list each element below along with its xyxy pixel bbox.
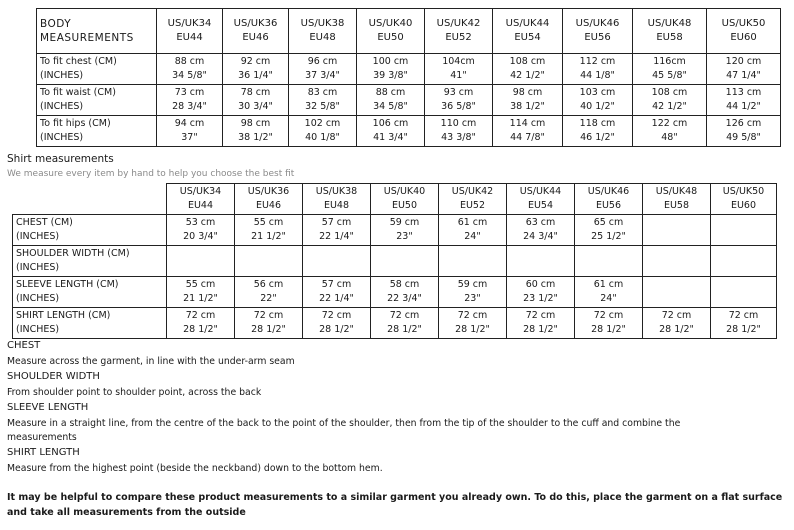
size-header bbox=[493, 9, 563, 54]
value-cm: 114 cm bbox=[509, 118, 546, 129]
row-label-cm: To fit chest (CM) bbox=[40, 56, 117, 67]
row-label bbox=[13, 277, 167, 308]
measurement-cell bbox=[643, 215, 711, 246]
value-inches: 41" bbox=[450, 70, 467, 81]
size-us: US/UK40 bbox=[368, 18, 413, 29]
shirt-table-header-row bbox=[13, 184, 777, 215]
measurement-cell bbox=[357, 85, 425, 116]
value-cm: 72 cm bbox=[253, 310, 284, 321]
note-text-sleeve-length: Measure in a straight line, from the centre of the back to the point of the shoulder, then from the tip of the shoulder to the cuff and combine the measurements bbox=[7, 418, 681, 443]
value-cm: 72 cm bbox=[661, 310, 692, 321]
shirt-section-title: Shirt measurements bbox=[7, 153, 114, 165]
value-cm: 92 cm bbox=[240, 56, 271, 67]
measurement-cell bbox=[425, 116, 493, 147]
size-header bbox=[563, 9, 633, 54]
value-inches: 28 1/2" bbox=[387, 324, 422, 335]
value-inches: 28 3/4" bbox=[172, 101, 207, 112]
value-inches: 28 1/2" bbox=[455, 324, 490, 335]
measurement-cell bbox=[371, 215, 439, 246]
measurement-cell bbox=[371, 277, 439, 308]
value-cm: 100 cm bbox=[372, 56, 409, 67]
measurement-cell bbox=[575, 246, 643, 277]
measurement-cell bbox=[507, 277, 575, 308]
size-eu: EU54 bbox=[514, 32, 541, 43]
value-inches: 22 1/4" bbox=[319, 293, 354, 304]
measurement-cell bbox=[563, 54, 633, 85]
shirt-table-header-blank bbox=[13, 184, 167, 215]
body-row-hips bbox=[37, 116, 781, 147]
value-cm: 102 cm bbox=[304, 118, 341, 129]
value-cm: 108 cm bbox=[509, 56, 546, 67]
value-inches: 38 1/2" bbox=[510, 101, 545, 112]
value-inches: 37" bbox=[181, 132, 198, 143]
measurement-cell bbox=[357, 54, 425, 85]
size-eu: EU56 bbox=[595, 200, 622, 211]
size-us: US/UK38 bbox=[315, 186, 358, 197]
measurement-cell bbox=[167, 246, 235, 277]
value-inches: 46 1/2" bbox=[580, 132, 615, 143]
size-us: US/UK50 bbox=[721, 18, 766, 29]
value-inches: 25 1/2" bbox=[591, 231, 626, 242]
size-header bbox=[371, 184, 439, 215]
measurement-cell bbox=[493, 116, 563, 147]
size-us: US/UK46 bbox=[575, 18, 620, 29]
size-eu: EU56 bbox=[584, 32, 611, 43]
measurement-cell bbox=[223, 54, 289, 85]
value-inches: 42 1/2" bbox=[510, 70, 545, 81]
value-inches: 49 5/8" bbox=[726, 132, 761, 143]
value-cm: 72 cm bbox=[525, 310, 556, 321]
size-header bbox=[357, 9, 425, 54]
size-us: US/UK48 bbox=[647, 18, 692, 29]
value-inches: 48" bbox=[661, 132, 678, 143]
row-label-inches: (INCHES) bbox=[16, 293, 60, 304]
size-eu: EU60 bbox=[730, 32, 757, 43]
size-header bbox=[235, 184, 303, 215]
measurement-cell bbox=[575, 308, 643, 339]
value-inches: 43 3/8" bbox=[441, 132, 476, 143]
footer-note: It may be helpful to compare these product measurements to a similar garment you already own. To do this, place the garment on a flat surface and take all measurements from the outside bbox=[7, 492, 783, 518]
size-eu: EU46 bbox=[242, 32, 269, 43]
value-cm: 55 cm bbox=[185, 279, 216, 290]
value-cm: 120 cm bbox=[725, 56, 762, 67]
measurement-cell bbox=[425, 54, 493, 85]
size-eu: EU44 bbox=[176, 32, 203, 43]
shirt-row-shirt-length bbox=[13, 308, 777, 339]
value-cm: 73 cm bbox=[174, 87, 205, 98]
value-cm: 98 cm bbox=[512, 87, 543, 98]
value-cm: 72 cm bbox=[728, 310, 759, 321]
size-header bbox=[643, 184, 711, 215]
value-cm: 106 cm bbox=[372, 118, 409, 129]
measurement-cell bbox=[507, 215, 575, 246]
value-inches: 30 3/4" bbox=[238, 101, 273, 112]
value-cm: 122 cm bbox=[651, 118, 688, 129]
measurement-cell bbox=[235, 308, 303, 339]
size-header bbox=[439, 184, 507, 215]
size-us: US/UK46 bbox=[587, 186, 630, 197]
header-line: MEASUREMENTS bbox=[40, 32, 134, 44]
measurement-cell bbox=[157, 116, 223, 147]
value-cm: 59 cm bbox=[457, 279, 488, 290]
measurement-cell bbox=[157, 54, 223, 85]
measurement-cell bbox=[289, 54, 357, 85]
value-cm: 65 cm bbox=[593, 217, 624, 228]
size-us: US/UK36 bbox=[247, 186, 290, 197]
value-inches: 47 1/4" bbox=[726, 70, 761, 81]
value-inches: 42 1/2" bbox=[652, 101, 687, 112]
value-cm: 83 cm bbox=[307, 87, 338, 98]
value-inches: 28 1/2" bbox=[591, 324, 626, 335]
size-header bbox=[223, 9, 289, 54]
value-cm: 93 cm bbox=[443, 87, 474, 98]
value-inches: 28 1/2" bbox=[319, 324, 354, 335]
measurement-cell bbox=[507, 246, 575, 277]
size-us: US/UK44 bbox=[519, 186, 562, 197]
value-inches: 23" bbox=[396, 231, 413, 242]
body-measurements-table bbox=[36, 8, 781, 147]
value-cm: 88 cm bbox=[174, 56, 205, 67]
size-us: US/UK34 bbox=[179, 186, 222, 197]
value-cm: 78 cm bbox=[240, 87, 271, 98]
measurement-cell bbox=[493, 54, 563, 85]
shirt-row-sleeve-length bbox=[13, 277, 777, 308]
measurement-cell bbox=[563, 85, 633, 116]
measurement-cell bbox=[167, 308, 235, 339]
row-label bbox=[13, 308, 167, 339]
size-header bbox=[707, 9, 781, 54]
value-inches: 23" bbox=[464, 293, 481, 304]
size-eu: EU44 bbox=[187, 200, 214, 211]
size-header bbox=[303, 184, 371, 215]
value-inches: 44 7/8" bbox=[510, 132, 545, 143]
size-us: US/UK36 bbox=[233, 18, 278, 29]
value-cm: 118 cm bbox=[579, 118, 616, 129]
value-cm: 108 cm bbox=[651, 87, 688, 98]
size-eu: EU60 bbox=[730, 200, 757, 211]
size-eu: EU52 bbox=[459, 200, 486, 211]
note-heading-shoulder-width: SHOULDER WIDTH bbox=[7, 371, 100, 382]
row-label-cm: SHIRT LENGTH (CM) bbox=[16, 310, 111, 321]
value-cm: 63 cm bbox=[525, 217, 556, 228]
value-cm: 59 cm bbox=[389, 217, 420, 228]
measurement-cell bbox=[235, 246, 303, 277]
row-label-inches: (INCHES) bbox=[16, 324, 60, 335]
row-label-inches: (INCHES) bbox=[16, 231, 60, 242]
value-inches: 37 3/4" bbox=[305, 70, 340, 81]
size-header bbox=[157, 9, 223, 54]
value-inches: 41 3/4" bbox=[373, 132, 408, 143]
value-inches: 28 1/2" bbox=[659, 324, 694, 335]
size-eu: EU50 bbox=[391, 200, 418, 211]
measurement-cell bbox=[643, 308, 711, 339]
row-label bbox=[37, 54, 157, 85]
size-us: US/UK44 bbox=[505, 18, 550, 29]
measurement-cell bbox=[707, 116, 781, 147]
size-us: US/UK50 bbox=[722, 186, 765, 197]
value-inches: 34 5/8" bbox=[172, 70, 207, 81]
size-eu: EU48 bbox=[309, 32, 336, 43]
value-cm: 53 cm bbox=[185, 217, 216, 228]
value-inches: 32 5/8" bbox=[305, 101, 340, 112]
value-cm: 110 cm bbox=[440, 118, 477, 129]
value-inches: 28 1/2" bbox=[183, 324, 218, 335]
measurement-cell bbox=[707, 54, 781, 85]
value-cm: 72 cm bbox=[389, 310, 420, 321]
size-header bbox=[575, 184, 643, 215]
value-inches: 36 5/8" bbox=[441, 101, 476, 112]
value-cm: 94 cm bbox=[174, 118, 205, 129]
measurement-cell bbox=[371, 308, 439, 339]
size-us: US/UK42 bbox=[451, 186, 494, 197]
size-header bbox=[633, 9, 707, 54]
measurement-cell bbox=[167, 277, 235, 308]
value-cm: 88 cm bbox=[375, 87, 406, 98]
value-cm: 103 cm bbox=[579, 87, 616, 98]
value-inches: 44 1/2" bbox=[726, 101, 761, 112]
value-inches: 40 1/8" bbox=[305, 132, 340, 143]
measurement-cell bbox=[439, 277, 507, 308]
value-cm: 116cm bbox=[653, 56, 686, 67]
row-label-cm: SHOULDER WIDTH (CM) bbox=[16, 248, 130, 259]
measurement-cell bbox=[157, 85, 223, 116]
value-cm: 57 cm bbox=[321, 217, 352, 228]
measurement-cell bbox=[643, 246, 711, 277]
size-eu: EU58 bbox=[656, 32, 683, 43]
shirt-row-chest bbox=[13, 215, 777, 246]
value-inches: 21 1/2" bbox=[183, 293, 218, 304]
body-table-header-row bbox=[37, 9, 781, 54]
value-inches: 34 5/8" bbox=[373, 101, 408, 112]
measurement-cell bbox=[303, 215, 371, 246]
measurement-cell bbox=[711, 277, 777, 308]
size-header bbox=[507, 184, 575, 215]
size-eu: EU54 bbox=[527, 200, 554, 211]
measurement-cell bbox=[223, 116, 289, 147]
size-us: US/UK38 bbox=[300, 18, 345, 29]
measurement-cell bbox=[439, 215, 507, 246]
body-row-chest bbox=[37, 54, 781, 85]
measurement-cell bbox=[711, 215, 777, 246]
measurement-cell bbox=[167, 215, 235, 246]
value-cm: 104cm bbox=[442, 56, 475, 67]
row-label-inches: (INCHES) bbox=[40, 101, 84, 112]
size-eu: EU46 bbox=[255, 200, 282, 211]
measurement-cell bbox=[439, 246, 507, 277]
measurement-cell bbox=[575, 215, 643, 246]
size-us: US/UK40 bbox=[383, 186, 426, 197]
body-row-waist bbox=[37, 85, 781, 116]
measurement-cell bbox=[707, 85, 781, 116]
value-cm: 61 cm bbox=[457, 217, 488, 228]
note-text-chest: Measure across the garment, in line with the under-arm seam bbox=[7, 356, 295, 367]
measurement-cell bbox=[235, 215, 303, 246]
value-inches: 24" bbox=[600, 293, 617, 304]
row-label bbox=[13, 246, 167, 277]
row-label-cm: To fit hips (CM) bbox=[40, 118, 111, 129]
shirt-measurements-table bbox=[12, 183, 777, 339]
value-inches: 22 1/4" bbox=[319, 231, 354, 242]
size-eu: EU52 bbox=[445, 32, 472, 43]
value-inches: 23 1/2" bbox=[523, 293, 558, 304]
value-cm: 61 cm bbox=[593, 279, 624, 290]
measurement-cell bbox=[303, 308, 371, 339]
note-heading-shirt-length: SHIRT LENGTH bbox=[7, 447, 80, 458]
measurement-cell bbox=[303, 277, 371, 308]
measurement-cell bbox=[575, 277, 643, 308]
value-cm: 72 cm bbox=[457, 310, 488, 321]
note-text-shirt-length: Measure from the highest point (beside the neckband) down to the bottom hem. bbox=[7, 463, 383, 474]
size-header bbox=[167, 184, 235, 215]
value-inches: 39 3/8" bbox=[373, 70, 408, 81]
value-cm: 72 cm bbox=[321, 310, 352, 321]
note-heading-sleeve-length: SLEEVE LENGTH bbox=[7, 402, 89, 413]
measurement-cell bbox=[633, 54, 707, 85]
value-inches: 24 3/4" bbox=[523, 231, 558, 242]
value-inches: 24" bbox=[464, 231, 481, 242]
size-us: US/UK48 bbox=[655, 186, 698, 197]
size-us: US/UK42 bbox=[436, 18, 481, 29]
measurement-cell bbox=[371, 246, 439, 277]
value-cm: 126 cm bbox=[725, 118, 762, 129]
measurement-cell bbox=[289, 116, 357, 147]
value-inches: 36 1/4" bbox=[238, 70, 273, 81]
value-inches: 20 3/4" bbox=[183, 231, 218, 242]
value-inches: 21 1/2" bbox=[251, 231, 286, 242]
measurement-cell bbox=[633, 85, 707, 116]
measurement-cell bbox=[425, 85, 493, 116]
measurement-cell bbox=[357, 116, 425, 147]
row-label bbox=[13, 215, 167, 246]
row-label-cm: CHEST (CM) bbox=[16, 217, 73, 228]
value-inches: 22 3/4" bbox=[387, 293, 422, 304]
size-eu: EU48 bbox=[323, 200, 350, 211]
value-inches: 44 1/8" bbox=[580, 70, 615, 81]
measurement-cell bbox=[643, 277, 711, 308]
measurement-cell bbox=[507, 308, 575, 339]
measurement-cell bbox=[235, 277, 303, 308]
size-us: US/UK34 bbox=[167, 18, 212, 29]
row-label-inches: (INCHES) bbox=[40, 70, 84, 81]
header-line: BODY bbox=[40, 18, 72, 30]
value-inches: 28 1/2" bbox=[251, 324, 286, 335]
value-cm: 58 cm bbox=[389, 279, 420, 290]
value-cm: 57 cm bbox=[321, 279, 352, 290]
measurement-cell bbox=[711, 308, 777, 339]
row-label-inches: (INCHES) bbox=[40, 132, 84, 143]
measurement-cell bbox=[289, 85, 357, 116]
note-text-shoulder-width: From shoulder point to shoulder point, across the back bbox=[7, 387, 262, 398]
value-cm: 98 cm bbox=[240, 118, 271, 129]
measurement-cell bbox=[303, 246, 371, 277]
value-cm: 72 cm bbox=[593, 310, 624, 321]
row-label-cm: To fit waist (CM) bbox=[40, 87, 116, 98]
size-eu: EU50 bbox=[377, 32, 404, 43]
row-label-cm: SLEEVE LENGTH (CM) bbox=[16, 279, 119, 290]
size-header bbox=[425, 9, 493, 54]
row-label bbox=[37, 85, 157, 116]
body-table-header-label bbox=[37, 9, 157, 54]
measurement-cell bbox=[633, 116, 707, 147]
note-heading-chest: CHEST bbox=[7, 340, 41, 351]
value-cm: 56 cm bbox=[253, 279, 284, 290]
value-cm: 60 cm bbox=[525, 279, 556, 290]
size-eu: EU58 bbox=[663, 200, 690, 211]
value-inches: 22" bbox=[260, 293, 277, 304]
measurement-cell bbox=[223, 85, 289, 116]
measurement-cell bbox=[439, 308, 507, 339]
value-inches: 28 1/2" bbox=[726, 324, 761, 335]
measurement-cell bbox=[711, 246, 777, 277]
value-cm: 113 cm bbox=[725, 87, 762, 98]
value-cm: 96 cm bbox=[307, 56, 338, 67]
value-cm: 72 cm bbox=[185, 310, 216, 321]
value-inches: 45 5/8" bbox=[652, 70, 687, 81]
value-cm: 55 cm bbox=[253, 217, 284, 228]
value-inches: 28 1/2" bbox=[523, 324, 558, 335]
size-header bbox=[711, 184, 777, 215]
measurement-cell bbox=[493, 85, 563, 116]
value-cm: 112 cm bbox=[579, 56, 616, 67]
shirt-row-shoulder-width bbox=[13, 246, 777, 277]
row-label-inches: (INCHES) bbox=[16, 262, 60, 273]
measurement-cell bbox=[563, 116, 633, 147]
row-label bbox=[37, 116, 157, 147]
value-inches: 38 1/2" bbox=[238, 132, 273, 143]
value-inches: 40 1/2" bbox=[580, 101, 615, 112]
size-header bbox=[289, 9, 357, 54]
shirt-section-subtitle: We measure every item by hand to help you choose the best fit bbox=[7, 169, 295, 179]
